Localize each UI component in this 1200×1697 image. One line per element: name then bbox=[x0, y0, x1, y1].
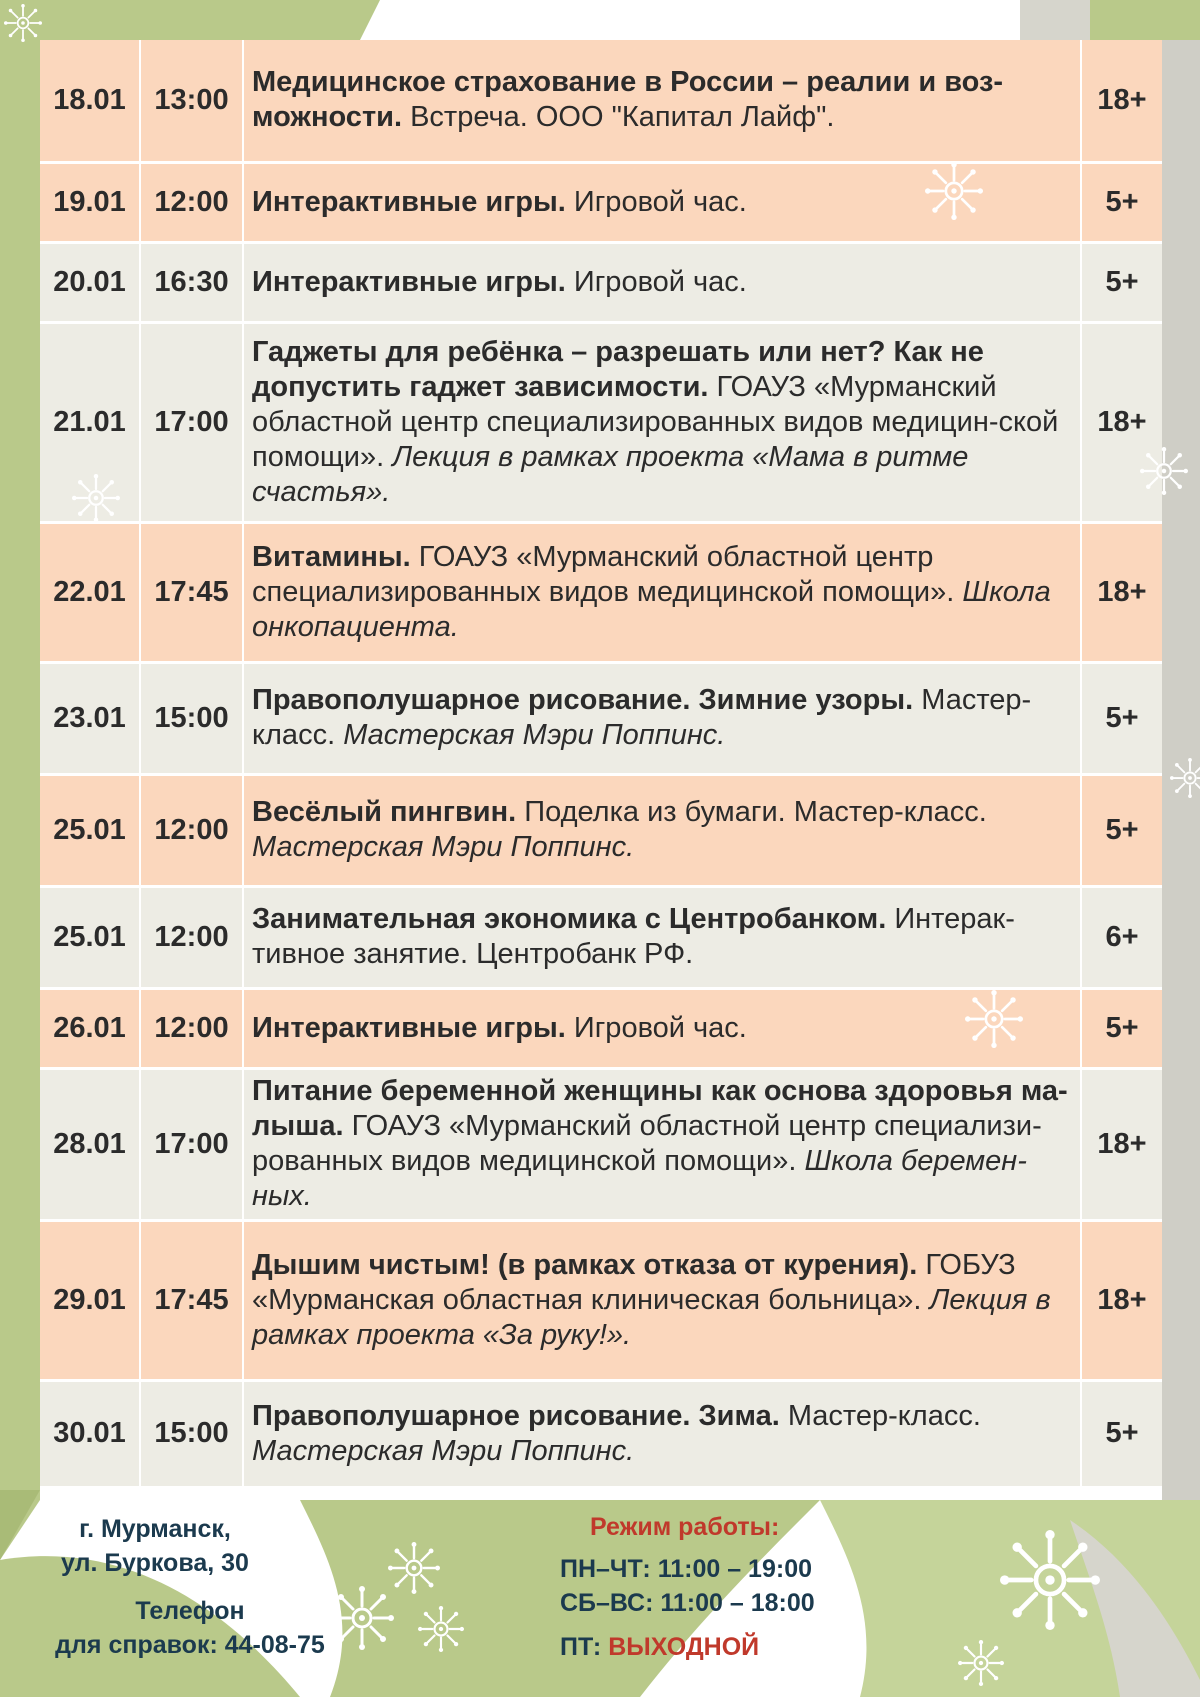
event-title: Интерактивные игры. bbox=[252, 265, 566, 298]
event-date: 25.01 bbox=[40, 886, 140, 988]
event-description bbox=[243, 322, 1081, 522]
closed-day: ПТ: bbox=[560, 1633, 602, 1661]
snowflake-icon bbox=[72, 474, 120, 522]
event-age-limit: 18+ bbox=[1081, 40, 1162, 162]
phone-number: для справок: 44-08-75 bbox=[55, 1631, 325, 1659]
event-description bbox=[243, 1380, 1081, 1486]
closed-label: ВЫХОДНОЙ bbox=[608, 1633, 760, 1661]
snowflake-icon bbox=[1140, 447, 1188, 495]
table-row bbox=[40, 40, 1162, 162]
table-row bbox=[40, 322, 1162, 522]
address-block bbox=[40, 1512, 270, 1580]
event-age-limit: 5+ bbox=[1081, 662, 1162, 774]
event-title: Весёлый пингвин. bbox=[252, 796, 517, 828]
event-description bbox=[243, 522, 1081, 662]
event-age-limit: 5+ bbox=[1081, 162, 1162, 242]
event-note: Лекция в рамках проекта «Мама в ритме счастья». bbox=[252, 440, 969, 508]
address-street: ул. Буркова, 30 bbox=[61, 1549, 249, 1577]
table-row bbox=[40, 162, 1162, 242]
event-title: Медицинское страхование в России – реалии и воз-можности. bbox=[252, 66, 1004, 134]
event-details: Интерак-тивное занятие. Центробанк РФ. bbox=[252, 903, 1015, 970]
snowflake-icon bbox=[258, 1540, 302, 1584]
event-details: Игровой час. bbox=[573, 185, 747, 218]
event-note: Мастерская Мэри Поппинс. bbox=[252, 1434, 635, 1467]
event-details: ГОБУЗ «Мурманская областная клиническая больница». bbox=[252, 1248, 1016, 1316]
snowflake-icon bbox=[1000, 1530, 1100, 1630]
event-date: 20.01 bbox=[40, 242, 140, 322]
snowflake-icon bbox=[4, 4, 42, 42]
event-time: 12:00 bbox=[140, 886, 243, 988]
event-title: Витамины. bbox=[252, 540, 411, 573]
table-row bbox=[40, 522, 1162, 662]
event-title: Дышим чистым! (в рамках отказа от курения). bbox=[252, 1248, 918, 1281]
event-time: 17:00 bbox=[140, 322, 243, 522]
event-details: Встреча. ООО "Капитал Лайф". bbox=[410, 101, 835, 134]
event-note: Мастерская Мэри Поппинс. bbox=[343, 719, 726, 751]
event-title: Правополушарное рисование. Зимние узоры. bbox=[252, 684, 914, 716]
event-date: 25.01 bbox=[40, 774, 140, 886]
event-time: 15:00 bbox=[140, 1380, 243, 1486]
event-note: Школа онкопациента. bbox=[252, 575, 1051, 643]
event-time: 13:00 bbox=[140, 40, 243, 162]
event-note: Лекция в рамках проекта «За руку!». bbox=[252, 1283, 1051, 1351]
event-time: 17:00 bbox=[140, 1068, 243, 1220]
table-row bbox=[40, 662, 1162, 774]
event-note: Школа беремен-ных. bbox=[252, 1145, 1027, 1212]
snowflake-icon bbox=[925, 162, 983, 220]
event-date: 29.01 bbox=[40, 1220, 140, 1380]
opening-hours-block bbox=[560, 1510, 980, 1664]
snowflake-icon bbox=[418, 1606, 464, 1652]
event-description bbox=[243, 40, 1081, 162]
table-row bbox=[40, 1380, 1162, 1486]
table-row bbox=[40, 886, 1162, 988]
event-time: 16:30 bbox=[140, 242, 243, 322]
event-title: Правополушарное рисование. Зима. bbox=[252, 1399, 780, 1432]
event-description bbox=[243, 1068, 1081, 1220]
event-description bbox=[243, 886, 1081, 988]
event-date: 23.01 bbox=[40, 662, 140, 774]
event-time: 12:00 bbox=[140, 988, 243, 1068]
event-title: Интерактивные игры. bbox=[252, 1011, 566, 1044]
event-details: ГОАУЗ «Мурманский областной центр специализи-рованных видов медицинской помощи». bbox=[252, 1110, 1042, 1177]
event-date: 18.01 bbox=[40, 40, 140, 162]
snowflake-icon bbox=[958, 1640, 1004, 1686]
event-date: 21.01 bbox=[40, 322, 140, 522]
table-row bbox=[40, 1068, 1162, 1220]
event-age-limit: 18+ bbox=[1081, 1068, 1162, 1220]
event-time: 17:45 bbox=[140, 1220, 243, 1380]
event-age-limit: 18+ bbox=[1081, 522, 1162, 662]
snowflake-icon bbox=[965, 990, 1023, 1048]
event-title: Интерактивные игры. bbox=[252, 185, 566, 218]
events-table bbox=[40, 40, 1162, 1486]
event-title: Занимательная экономика с Центробанком. bbox=[252, 903, 887, 935]
event-description bbox=[243, 988, 1081, 1068]
event-details: Поделка из бумаги. Мастер-класс. bbox=[524, 796, 987, 828]
event-date: 19.01 bbox=[40, 162, 140, 242]
event-date: 30.01 bbox=[40, 1380, 140, 1486]
hours-title: Режим работы: bbox=[590, 1513, 780, 1541]
event-age-limit: 18+ bbox=[1081, 1220, 1162, 1380]
event-title: Гаджеты для ребёнка – разрешать или нет? Как не допустить гаджет зависимости. bbox=[252, 335, 984, 403]
event-details: Игровой час. bbox=[573, 265, 747, 298]
event-description bbox=[243, 774, 1081, 886]
event-time: 12:00 bbox=[140, 162, 243, 242]
snowflake-icon bbox=[388, 1542, 440, 1594]
event-description bbox=[243, 242, 1081, 322]
event-description bbox=[243, 1220, 1081, 1380]
phone-label: Телефон bbox=[135, 1597, 245, 1625]
event-details: Мастер-класс. bbox=[787, 1399, 981, 1432]
event-age-limit: 6+ bbox=[1081, 886, 1162, 988]
event-age-limit: 18+ bbox=[1081, 322, 1162, 522]
event-age-limit: 5+ bbox=[1081, 988, 1162, 1068]
table-row bbox=[40, 242, 1162, 322]
event-time: 15:00 bbox=[140, 662, 243, 774]
event-age-limit: 5+ bbox=[1081, 242, 1162, 322]
address-city: г. Мурманск, bbox=[79, 1515, 231, 1543]
snowflake-icon bbox=[1170, 758, 1200, 798]
hours-weekend: СБ–ВС: 11:00 – 18:00 bbox=[560, 1589, 815, 1617]
table-row bbox=[40, 774, 1162, 886]
event-time: 17:45 bbox=[140, 522, 243, 662]
event-description bbox=[243, 662, 1081, 774]
snowflake-icon bbox=[330, 1586, 394, 1650]
event-date: 22.01 bbox=[40, 522, 140, 662]
event-date: 26.01 bbox=[40, 988, 140, 1068]
event-age-limit: 5+ bbox=[1081, 774, 1162, 886]
table-row bbox=[40, 1220, 1162, 1380]
event-title: Питание беременной женщины как основа здоровья ма-лыша. bbox=[252, 1075, 1068, 1142]
event-date: 28.01 bbox=[40, 1068, 140, 1220]
event-details: Игровой час. bbox=[573, 1011, 747, 1044]
event-time: 12:00 bbox=[140, 774, 243, 886]
closed-day-line bbox=[560, 1630, 980, 1664]
event-details: ГОАУЗ «Мурманский областной центр специализированных видов медицинской помощи». bbox=[252, 540, 955, 608]
hours-weekdays: ПН–ЧТ: 11:00 – 19:00 bbox=[560, 1555, 813, 1583]
event-details: ГОАУЗ «Мурманский областной центр специализированных видов медицин-ской помощи». bbox=[252, 370, 1059, 473]
event-details: Мастер-класс. bbox=[252, 684, 1032, 751]
event-age-limit: 5+ bbox=[1081, 1380, 1162, 1486]
phone-block bbox=[40, 1594, 340, 1662]
event-note: Мастерская Мэри Поппинс. bbox=[252, 831, 635, 863]
